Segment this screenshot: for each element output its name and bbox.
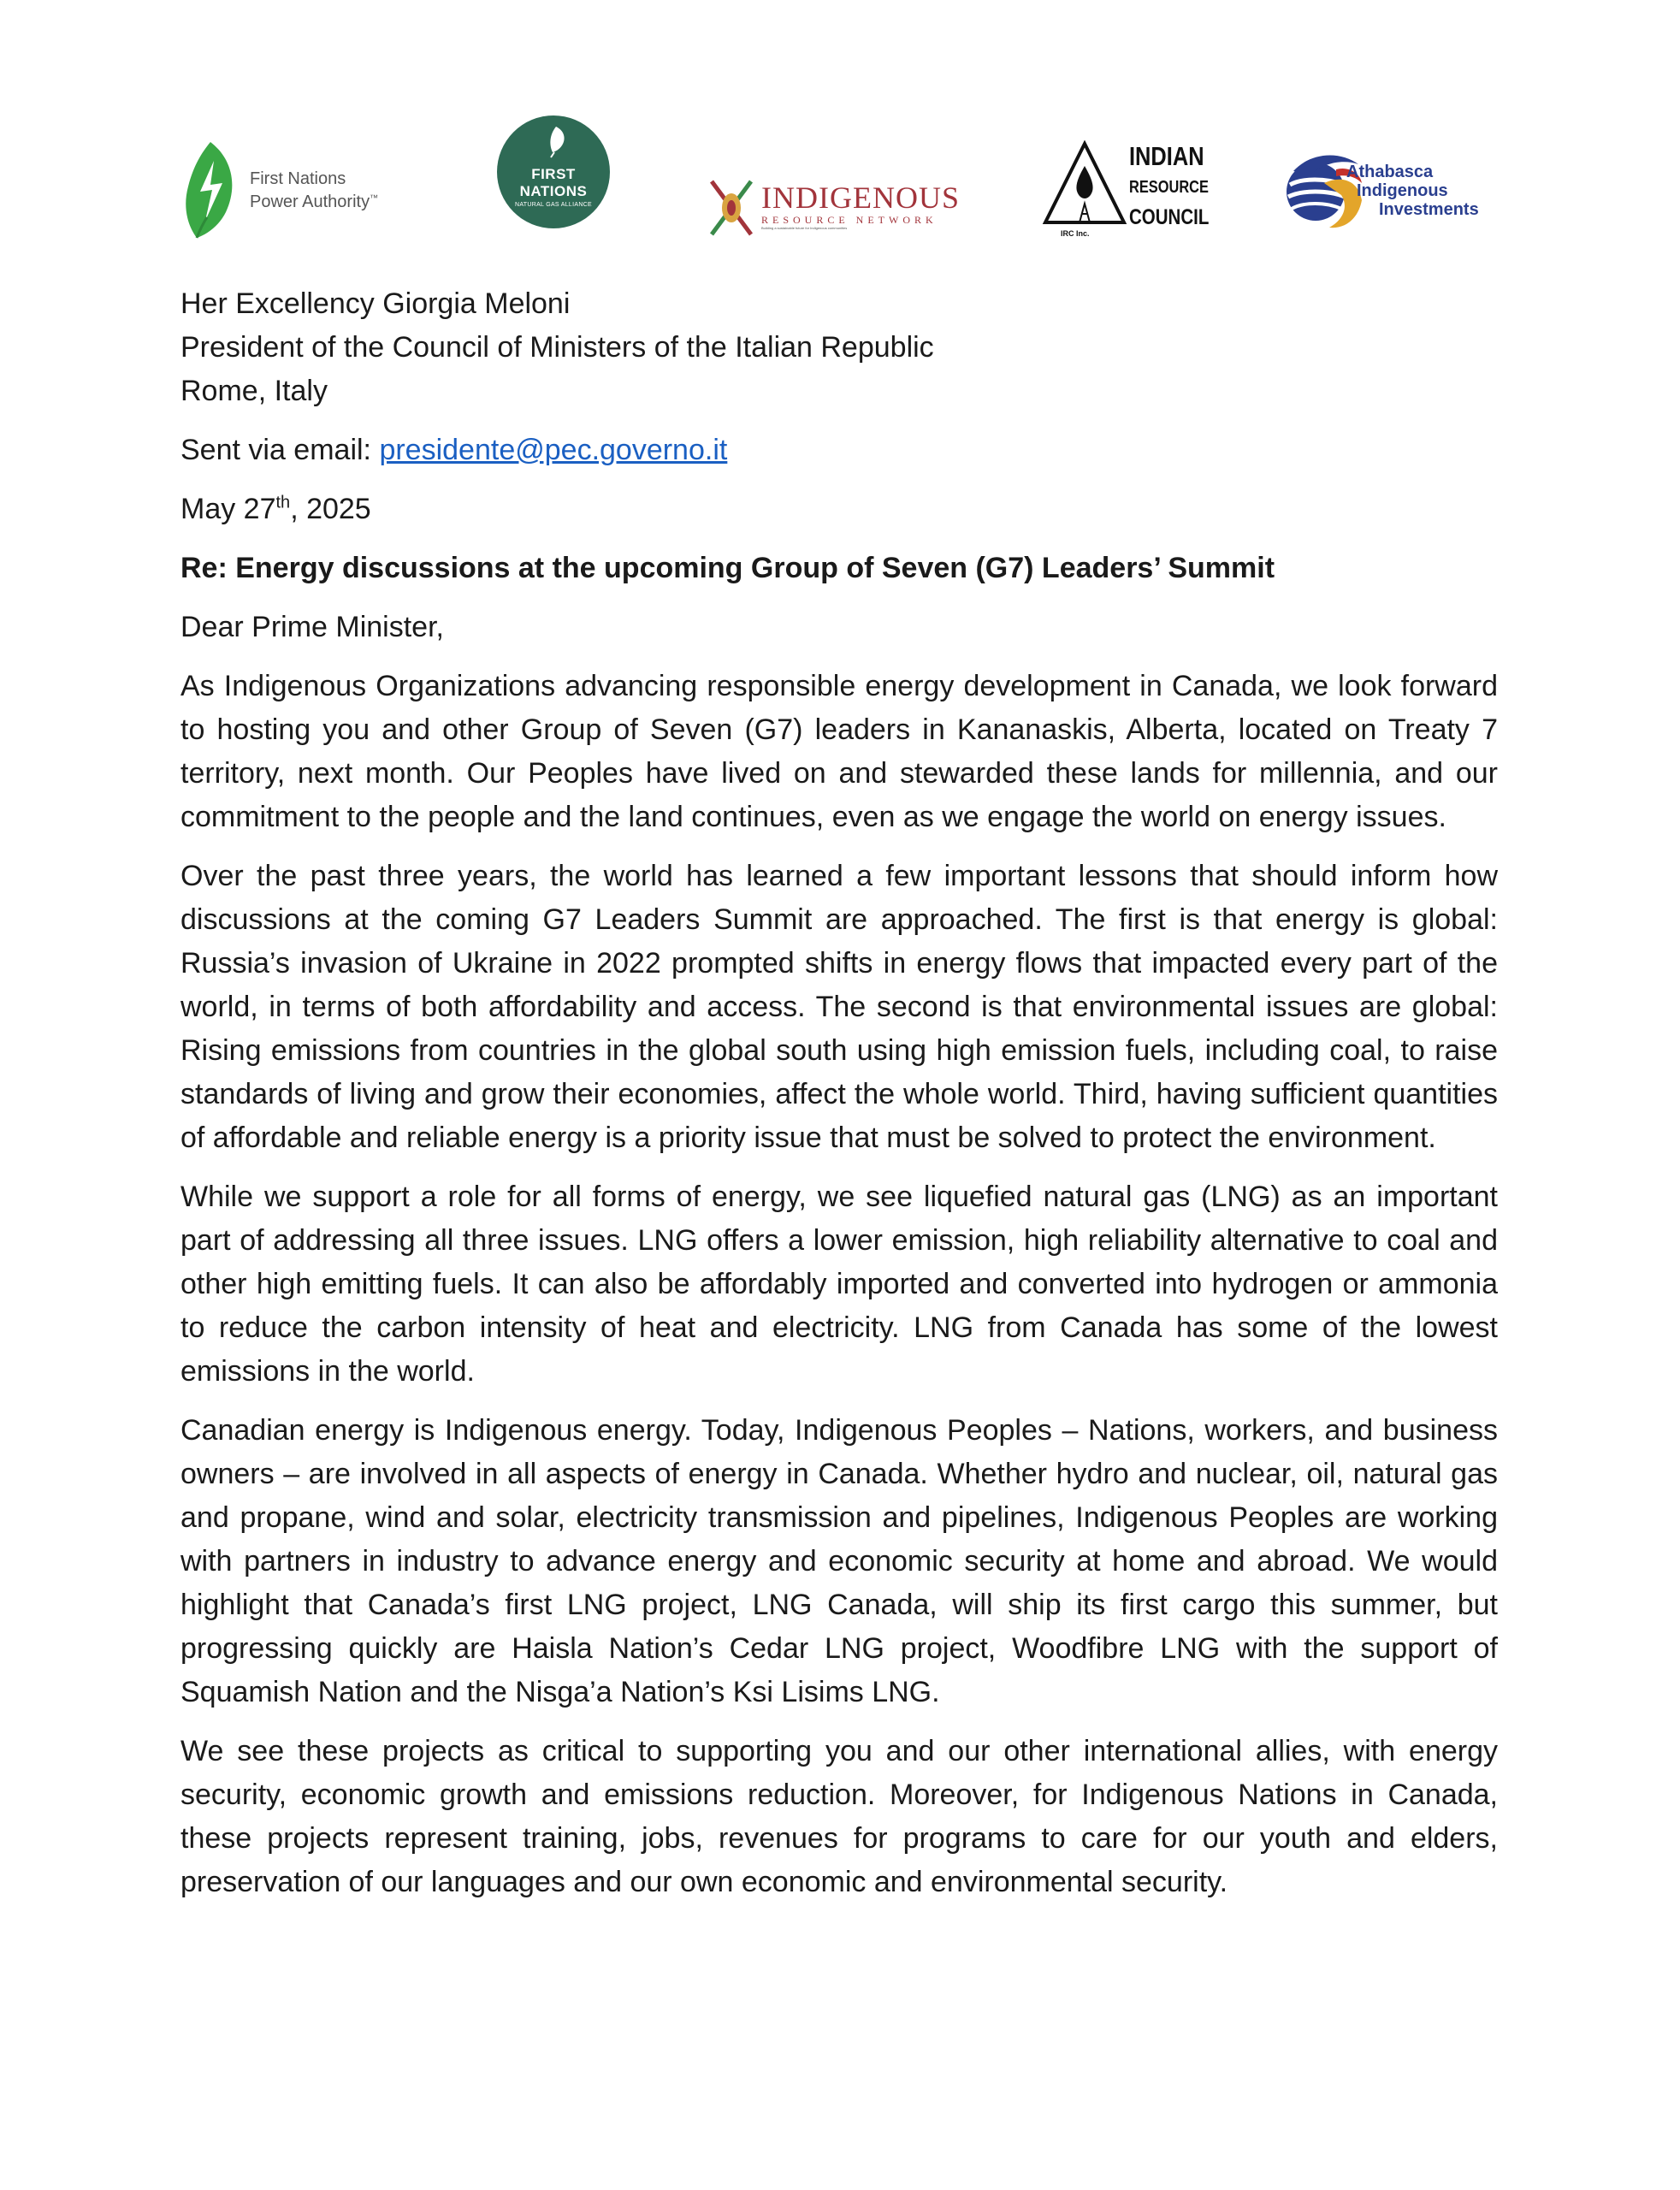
oil-derrick-triangle-icon [1042,140,1127,229]
body-paragraph-2: Over the past three years, the world has learned a few important lessons that should inform how discussions at the coming G7 Leaders Summit are approached. The first is that energy is global: Russia’s invasion of Ukraine in 2022 prompted shifts in energy flows that impacted every part of the world, in terms of both affordability and access. The second is that environmental issues are global: Rising emissions from countries in the global south using high emission fuels, including coal, to raise standards of living and grow their economies, affect the whole world. Third, having sufficient quantities of affordable and reliable energy is a priority issue that must be solved to protect the environment. [180,860,1498,1154]
irn-line3: Building a sustainable future for Indigenous communities [761,226,848,230]
email-link[interactable]: presidente@pec.governo.it [379,434,728,466]
fnnga-line1: FIRST NATIONS [519,166,588,199]
sent-via-line [180,429,1498,472]
date-prefix: May 27 [180,493,276,525]
recipient-name: Her Excellency Giorgia Meloni [180,287,571,320]
fnpa-tm: ™ [370,193,379,204]
letter-date [180,488,1498,531]
leaf-bolt-icon [181,139,240,240]
subject-line: Re: Energy discussions at the upcoming Group of Seven (G7) Leaders’ Summit [180,552,1275,584]
aii-logo [1276,140,1507,243]
fnpa-line2: Power Authority [250,192,370,211]
letter-body [180,282,1498,1904]
recipient-title: President of the Council of Ministers of the Italian Republic [180,331,934,364]
irc-line4: IRC Inc. [1061,229,1090,238]
body-paragraph-5: We see these projects as critical to supporting you and our other international allies, with energy security, economic growth and emissions reduction. Moreover, for Indigenous Nations in Canada, these projects represent training, jobs, revenues for programs to care for our youth and elders, preservation of our languages and our own economic and environmental security. [180,1735,1498,1898]
irc-logo [1042,140,1230,243]
irc-line1: INDIAN [1129,141,1204,171]
irc-line3: COUNCIL [1129,205,1210,229]
fnnga-line2: NATURAL GAS ALLIANCE [514,202,593,208]
irn-logo [707,176,963,245]
body-paragraph-3: While we support a role for all forms of energy, we see liquefied natural gas (LNG) as an important part of addressing all three issues. LNG offers a lower emission, high reliability alternative to coal and other high emitting fuels. It can also be affordably imported and converted into hydrogen or ammonia to reduce the carbon intensity of heat and electricity. LNG from Canada has some of the lowest emissions in the world. [180,1181,1498,1388]
logo-row [0,103,1680,274]
fnnga-logo [496,115,611,229]
crossed-paddles-icon [707,176,756,240]
recipient-location: Rome, Italy [180,375,328,407]
aii-line3: Investments [1379,200,1479,219]
body-paragraph-4: Canadian energy is Indigenous energy. Today, Indigenous Peoples – Nations, workers, and business owners – are involved in all aspects of energy in Canada. Whether hydro and nuclear, oil, natural gas and propane, wind and solar, electricity transmission and pipelines, Indigenous Peoples are working with partners in industry to advance energy and economic security at home and abroad. We would highlight that Canada’s first LNG project, LNG Canada, will ship its first cargo this summer, but progressing quickly are Haisla Nation’s Cedar LNG project, Woodfibre LNG with the support of Squamish Nation and the Nisga’a Nation’s Ksi Lisims LNG. [180,1414,1498,1708]
irc-line2: RESOURCE [1129,178,1209,197]
body-paragraph-1: As Indigenous Organizations advancing responsible energy development in Canada, we look forward to hosting you and other Group of Seven (G7) leaders in Kananaskis, Alberta, located on Treaty 7 territory, next month. Our Peoples have lived on and stewarded these lands for millennia, and our commitment to the people and the land continues, even as we engage the world on energy issues. [180,670,1498,833]
date-year: , 2025 [290,493,371,525]
irn-line2: RESOURCE NETWORK [761,214,938,226]
fnpa-line1: First Nations [250,169,346,188]
date-suffix: th [275,493,291,512]
salutation: Dear Prime Minister, [180,611,444,643]
sent-via-label: Sent via email: [180,434,380,466]
irn-line1: INDIGENOUS [761,181,960,215]
fnpa-logo [181,139,404,241]
aii-line2: Indigenous [1357,181,1448,200]
aii-line1: Athabasca [1346,163,1434,181]
